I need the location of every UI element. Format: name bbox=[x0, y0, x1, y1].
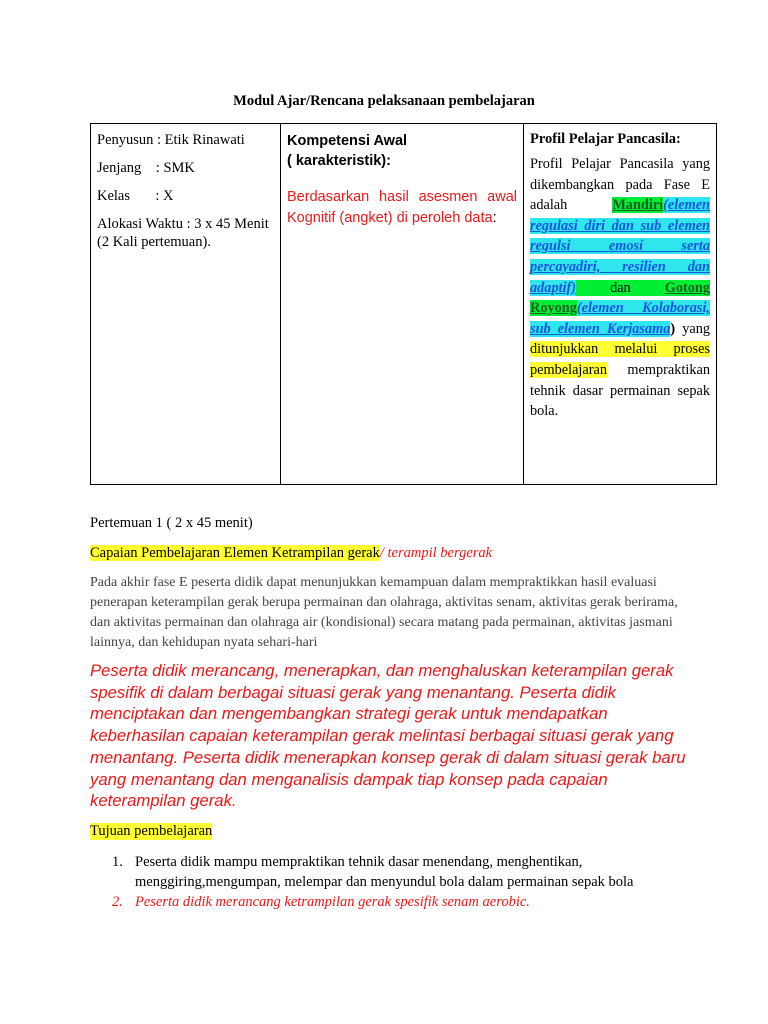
learning-outcome-heading bbox=[90, 545, 492, 562]
author-info-cell bbox=[91, 124, 281, 485]
module-info-row bbox=[91, 124, 717, 485]
initial-competency-heading bbox=[287, 131, 517, 171]
pancasila-profile-heading: Profil Pelajar Pancasila: bbox=[530, 131, 681, 147]
initial-competency-colon: : bbox=[492, 210, 497, 226]
profile-yang: yang bbox=[675, 320, 710, 337]
pancasila-profile-body bbox=[530, 154, 710, 422]
initial-competency-cell bbox=[281, 124, 524, 485]
profile-close-paren: ) bbox=[670, 320, 676, 337]
goal-number: 2. bbox=[112, 894, 123, 910]
initial-competency-body bbox=[287, 187, 517, 229]
initial-competency-heading-line2: ( karakteristik): bbox=[287, 153, 391, 169]
profile-connector: dan bbox=[576, 279, 665, 296]
goal-item-2 bbox=[90, 892, 690, 912]
learning-outcome-paragraph: Pada akhir fase E peserta didik dapat menunjukkan kemampuan dalam mempraktikkan hasil evaluasi penerapan keterampilan gerak berupa permainan dan olahraga, aktivitas senam, aktivitas gerak berirama, dan aktivitas permainan dan olahraga air (kondisional) secara matang pada permainan, aktivitas jasmani lainnya, dan kehidupan nyata sehari-hari bbox=[90, 575, 678, 650]
goal-item-1 bbox=[90, 852, 690, 892]
time-allocation-line: Alokasi Waktu : 3 x 45 Menit (2 Kali pertemuan). bbox=[97, 216, 269, 250]
profile-intro: Profil Pelajar Pancasila yang dikembangkan pada Fase E adalah bbox=[530, 156, 710, 214]
class-line: Kelas : X bbox=[97, 188, 174, 204]
profile-gotong-royong: Gotong Royong bbox=[530, 279, 710, 317]
pancasila-profile-cell bbox=[524, 124, 717, 485]
learning-outcome-red-paragraph: Peserta didik merancang, menerapkan, dan menghaluskan keterampilan gerak spesifik di dalam berbagai situasi gerak yang menantang. Peserta didik menciptakan dan mengembangkan strategi gerak untuk mendapatkan keberhasilan capaian keterampilan gerak melintasi berbagai situasi gerak yang menantang. Peserta didik menerapkan konsep gerak di dalam situasi gerak baru yang menantang dan menganalisis dampak tiap konsep pada capaian keterampilan gerak. bbox=[90, 661, 686, 811]
learning-goals-heading: Tujuan pembelajaran bbox=[90, 823, 213, 839]
initial-competency-heading-line1: Kompetensi Awal bbox=[287, 133, 408, 149]
learning-goals-list bbox=[90, 852, 690, 912]
profile-gotong-detail: (elemen Kolaborasi, sub elemen Kerjasama bbox=[530, 300, 710, 337]
module-info-table bbox=[90, 123, 717, 485]
profile-mandiri: Mandiri bbox=[612, 197, 664, 214]
learning-outcome-label: Capaian Pembelajaran Elemen Ketrampilan gerak bbox=[90, 545, 380, 561]
page-title: Modul Ajar/Rencana pelaksanaan pembelajaran bbox=[233, 93, 535, 109]
goal-text: Peserta didik mampu mempraktikan tehnik dasar menendang, menghentikan, menggiring,mengumpan, melempar dan menyundul bola dalam permainan sepak bola bbox=[135, 854, 634, 890]
author-line: Penyusun : Etik Rinawati bbox=[97, 132, 245, 148]
profile-mandiri-detail: (elemen regulasi diri dan sub elemen regulsi emosi serta percayadiri, resilien dan adaptif) bbox=[530, 197, 710, 296]
goal-number: 1. bbox=[112, 854, 123, 870]
goal-text: Peserta didik merancang ketrampilan gerak spesifik senam aerobic. bbox=[135, 894, 530, 910]
profile-tail: mempraktikan tehnik dasar permainan sepak bola. bbox=[530, 361, 710, 420]
level-line: Jenjang : SMK bbox=[97, 160, 195, 176]
initial-competency-text: Berdasarkan hasil asesmen awal Kognitif (angket) di peroleh data bbox=[287, 189, 517, 226]
meeting-heading: Pertemuan 1 ( 2 x 45 menit) bbox=[90, 515, 253, 531]
profile-ditunjukkan: ditunjukkan melalui proses pembelajaran bbox=[530, 341, 710, 378]
learning-outcome-sub: / terampil bergerak bbox=[379, 545, 493, 561]
